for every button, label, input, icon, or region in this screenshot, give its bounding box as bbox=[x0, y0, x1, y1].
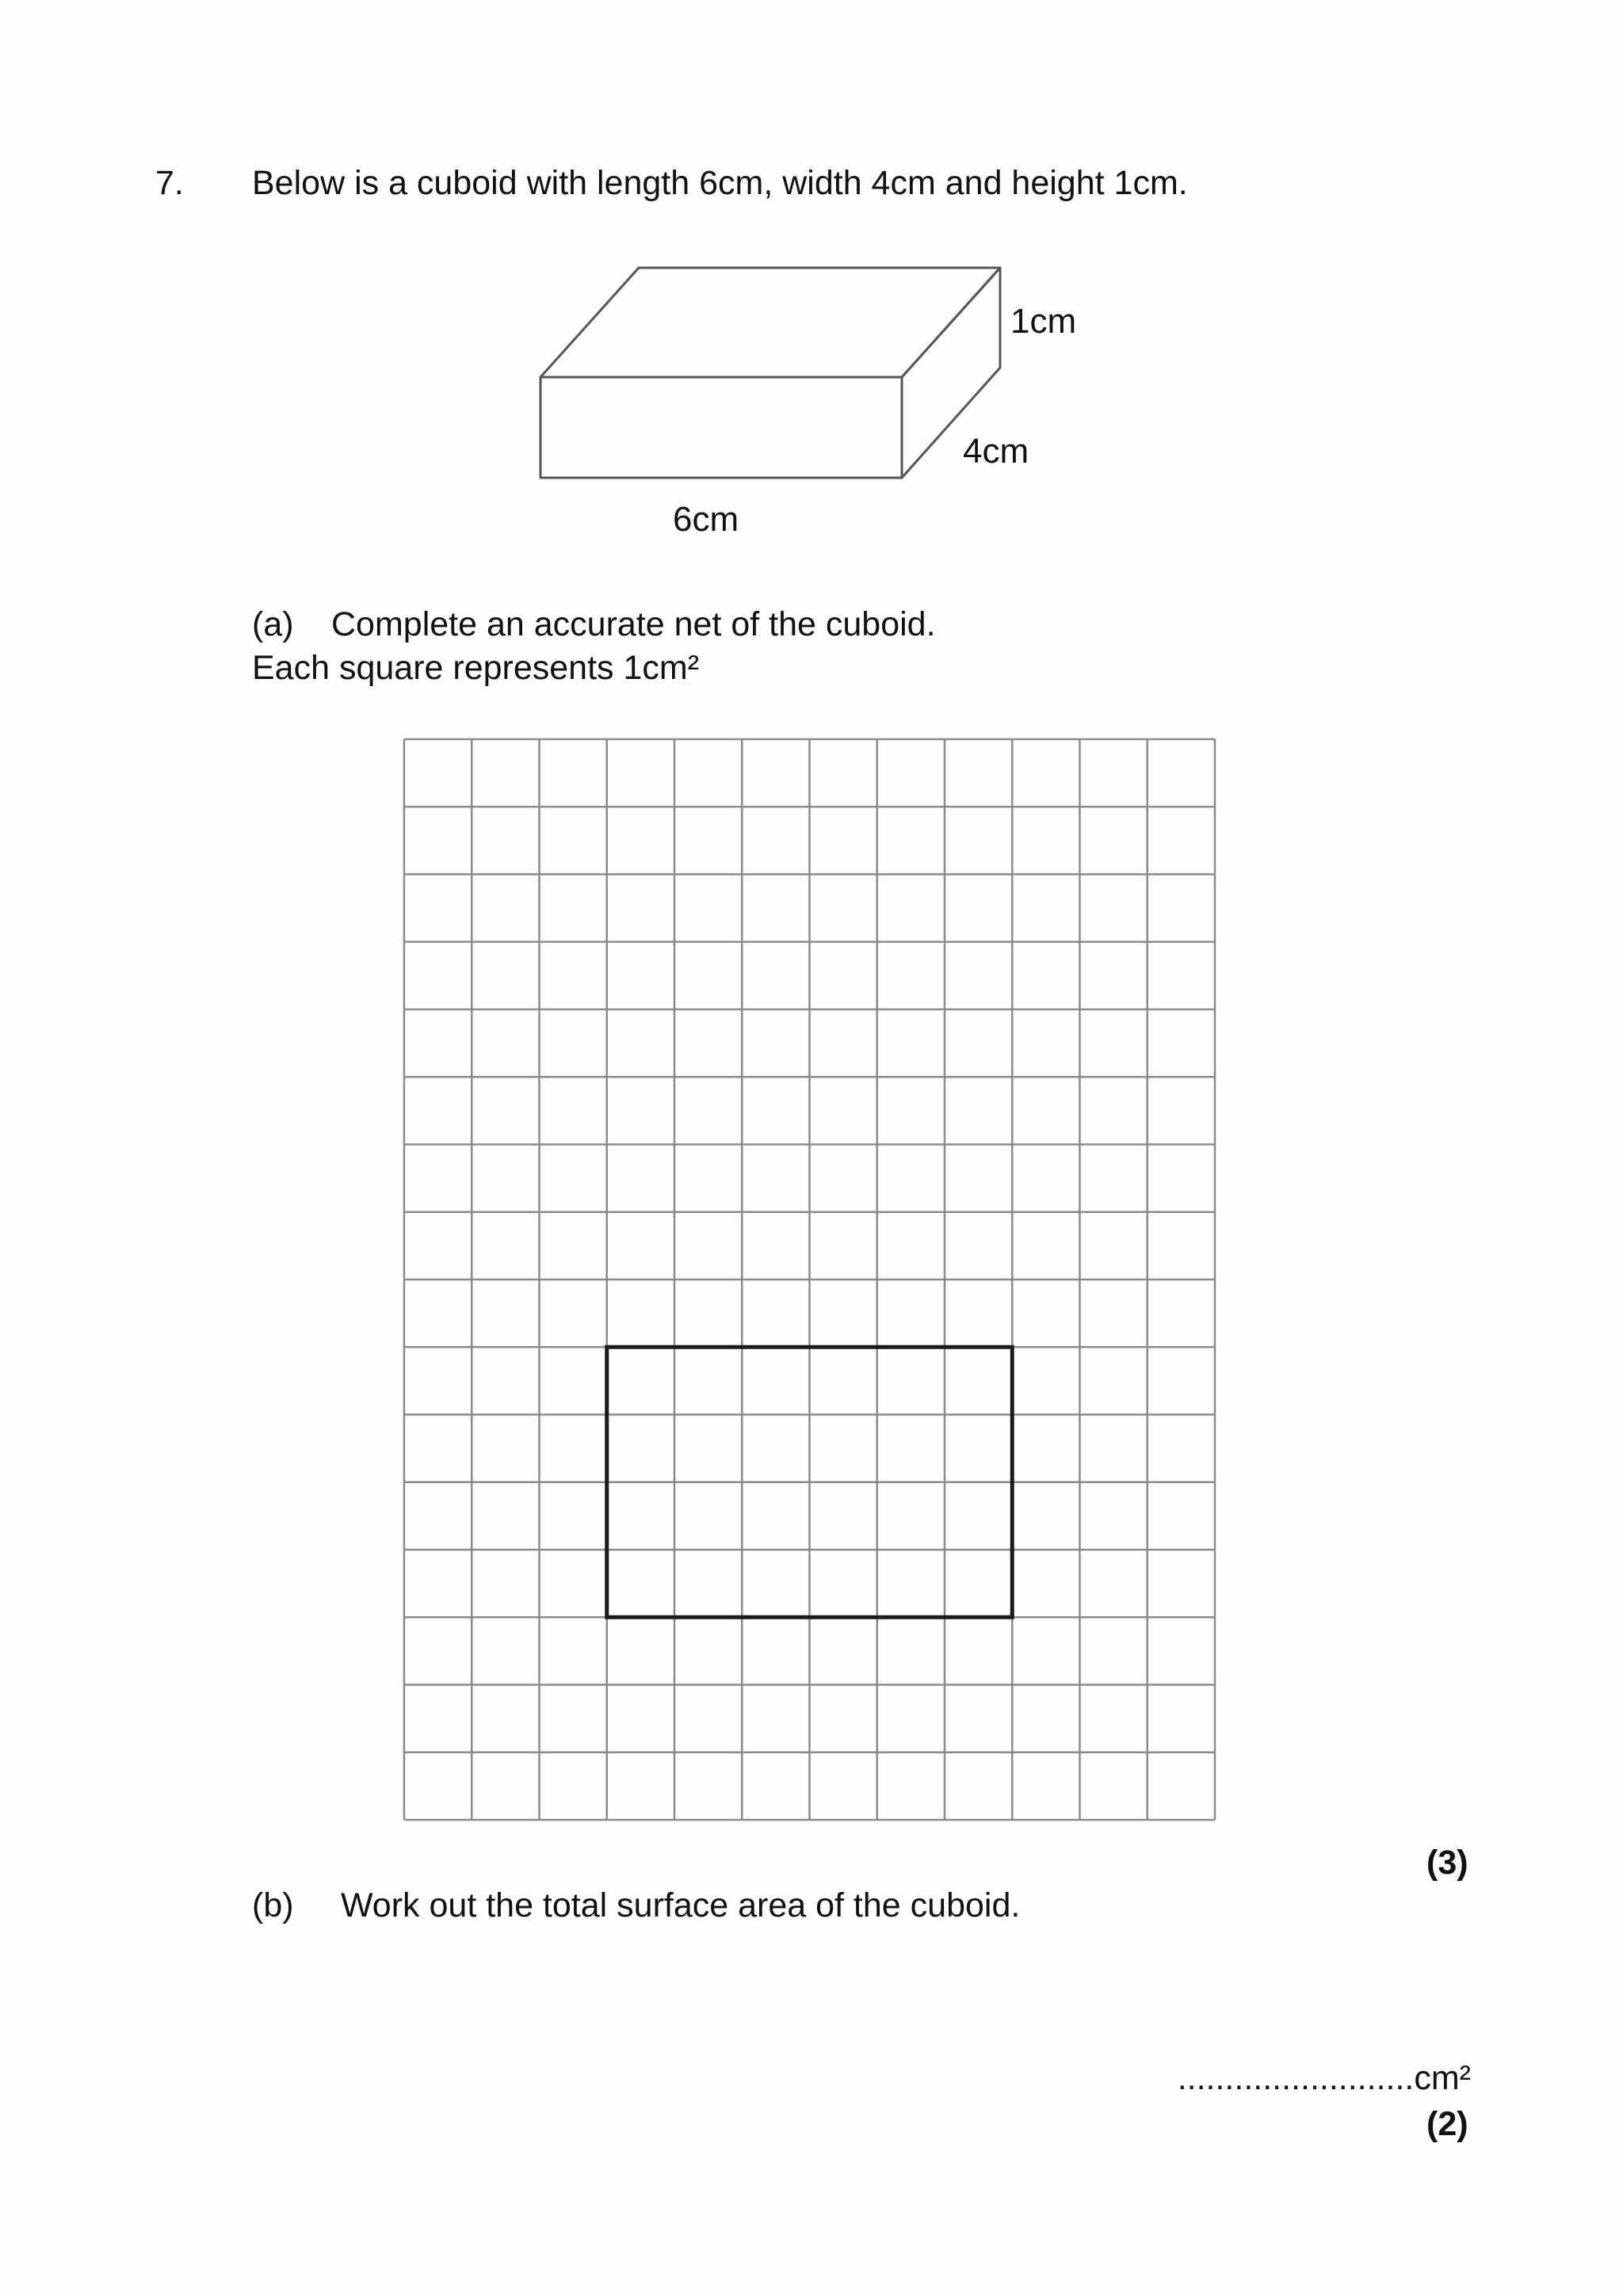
part-b-label: (b) bbox=[252, 1886, 294, 1924]
height-label: 1cm bbox=[1010, 302, 1077, 341]
length-label: 6cm bbox=[673, 500, 739, 539]
part-a-marks: (3) bbox=[1426, 1844, 1468, 1882]
part-b-marks: (2) bbox=[1426, 2105, 1468, 2143]
width-label: 4cm bbox=[963, 432, 1029, 471]
part-a-instruction: Complete an accurate net of the cuboid. bbox=[331, 605, 936, 643]
part-b-instruction: Work out the total surface area of the cuboid. bbox=[341, 1886, 1021, 1924]
part-a-note: Each square represents 1cm² bbox=[252, 649, 700, 687]
question-text: Below is a cuboid with length 6cm, width 4cm and height 1cm. bbox=[252, 164, 1188, 202]
answer-line[interactable]: .........................cm² bbox=[1177, 2059, 1471, 2097]
part-a-label: (a) bbox=[252, 605, 294, 643]
question-number: 7. bbox=[155, 164, 184, 202]
